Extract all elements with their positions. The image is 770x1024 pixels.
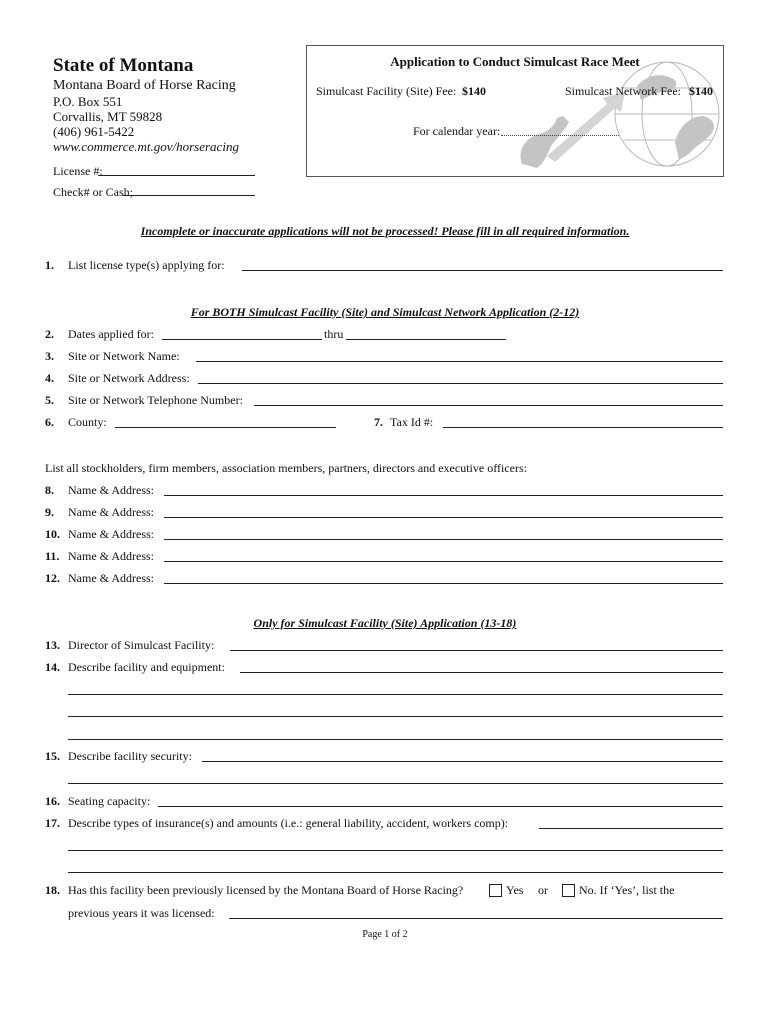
po-box: P.O. Box 551 [53, 94, 123, 109]
check-label: Check# or Cash; [53, 185, 133, 199]
q12-label: Name & Address: [68, 571, 154, 585]
license-types-field[interactable] [242, 270, 723, 271]
network-fee-label: Simulcast Network Fee: [565, 84, 681, 98]
or-label: or [538, 883, 548, 897]
application-box [306, 45, 724, 177]
section-facility-heading: Only for Simulcast Facility (Site) Application (13-18) [253, 616, 517, 630]
dates-to-field[interactable] [346, 339, 506, 340]
q11-label: Name & Address: [68, 549, 154, 563]
page-number: Page 1 of 2 [362, 929, 408, 940]
county-field[interactable] [115, 427, 336, 428]
q14-number: 14. [45, 660, 60, 674]
yes-checkbox[interactable] [489, 884, 502, 897]
site-name-field[interactable] [196, 361, 723, 362]
q10-label: Name & Address: [68, 527, 154, 541]
site-address-field[interactable] [198, 383, 723, 384]
q17-label: Describe types of insurance(s) and amounts (i.e.: general liability, accident, workers comp): [68, 816, 509, 830]
q8-label: Name & Address: [68, 483, 154, 497]
q2-label: Dates applied for: [68, 327, 154, 341]
q12-number: 12. [45, 571, 60, 585]
facility-security-field[interactable] [202, 761, 723, 762]
network-fee-value: $140 [689, 84, 713, 98]
q18-label: Has this facility been previously licensed by the Montana Board of Horse Racing? [68, 883, 464, 897]
no-label: No. If ‘Yes’, list the [579, 883, 675, 897]
board-name: Montana Board of Horse Racing [53, 78, 236, 93]
yes-label: Yes [506, 883, 524, 897]
name-address-field-8[interactable] [164, 495, 723, 496]
q1-number: 1. [45, 258, 54, 272]
tax-id-field[interactable] [443, 427, 723, 428]
q2-thru: thru [324, 327, 344, 341]
warning-notice: Incomplete or inaccurate applications will not be processed! Please fill in all required information. [140, 224, 630, 238]
q11-number: 11. [45, 549, 60, 563]
section-both-heading: For BOTH Simulcast Facility (Site) and Simulcast Network Application (2-12) [190, 305, 580, 319]
facility-fee-label: Simulcast Facility (Site) Fee: [316, 84, 457, 98]
q5-number: 5. [45, 393, 54, 407]
license-label: License #: [53, 164, 103, 178]
q16-label: Seating capacity: [68, 794, 151, 808]
q8-number: 8. [45, 483, 54, 497]
name-address-field-9[interactable] [164, 517, 723, 518]
website: www.commerce.mt.gov/horseracing [53, 139, 239, 154]
name-address-field-12[interactable] [164, 583, 723, 584]
city: Corvallis, MT 59828 [53, 109, 163, 124]
q3-number: 3. [45, 349, 54, 363]
seating-capacity-field[interactable] [158, 806, 723, 807]
facility-security-field-line2[interactable] [68, 783, 723, 784]
page-title: State of Montana [53, 55, 194, 76]
director-field[interactable] [230, 650, 723, 651]
name-address-field-10[interactable] [164, 539, 723, 540]
q10-number: 10. [45, 527, 60, 541]
q9-number: 9. [45, 505, 54, 519]
q18-number: 18. [45, 883, 60, 897]
q4-number: 4. [45, 371, 54, 385]
q2-number: 2. [45, 327, 54, 341]
stockholders-intro: List all stockholders, firm members, association members, partners, directors and executive officers: [45, 461, 527, 475]
q17-number: 17. [45, 816, 60, 830]
q15-number: 15. [45, 749, 60, 763]
calendar-year-field[interactable] [501, 135, 619, 136]
facility-equipment-field-line2[interactable] [68, 694, 723, 695]
facility-equipment-field-line4[interactable] [68, 739, 723, 740]
license-field[interactable] [98, 175, 255, 176]
q5-label: Site or Network Telephone Number: [68, 393, 243, 407]
dates-from-field[interactable] [162, 339, 322, 340]
facility-equipment-field[interactable] [240, 672, 723, 673]
q4-label: Site or Network Address: [68, 371, 190, 385]
insurance-field-line2[interactable] [68, 850, 723, 851]
q7-label: Tax Id #: [390, 415, 434, 429]
q13-number: 13. [45, 638, 60, 652]
name-address-field-11[interactable] [164, 561, 723, 562]
q15-label: Describe facility security: [68, 749, 192, 763]
phone: (406) 961-5422 [53, 124, 135, 139]
q16-number: 16. [45, 794, 60, 808]
previous-years-field[interactable] [229, 918, 723, 919]
application-title: Application to Conduct Simulcast Race Meet [390, 54, 640, 69]
q9-label: Name & Address: [68, 505, 154, 519]
q6-number: 6. [45, 415, 54, 429]
calendar-year-label: For calendar year: [413, 124, 501, 138]
q7-number: 7. [374, 415, 383, 429]
q14-label: Describe facility and equipment: [68, 660, 225, 674]
q18-label-line2: previous years it was licensed: [68, 906, 215, 920]
site-phone-field[interactable] [254, 405, 723, 406]
q6-label: County: [68, 415, 107, 429]
facility-fee-value: $140 [462, 84, 486, 98]
insurance-field-line3[interactable] [68, 872, 723, 873]
no-checkbox[interactable] [562, 884, 575, 897]
insurance-field[interactable] [539, 828, 723, 829]
check-field[interactable] [123, 195, 255, 196]
q1-label: List license type(s) applying for: [68, 258, 225, 272]
q3-label: Site or Network Name: [68, 349, 180, 363]
facility-equipment-field-line3[interactable] [68, 716, 723, 717]
q13-label: Director of Simulcast Facility: [68, 638, 215, 652]
